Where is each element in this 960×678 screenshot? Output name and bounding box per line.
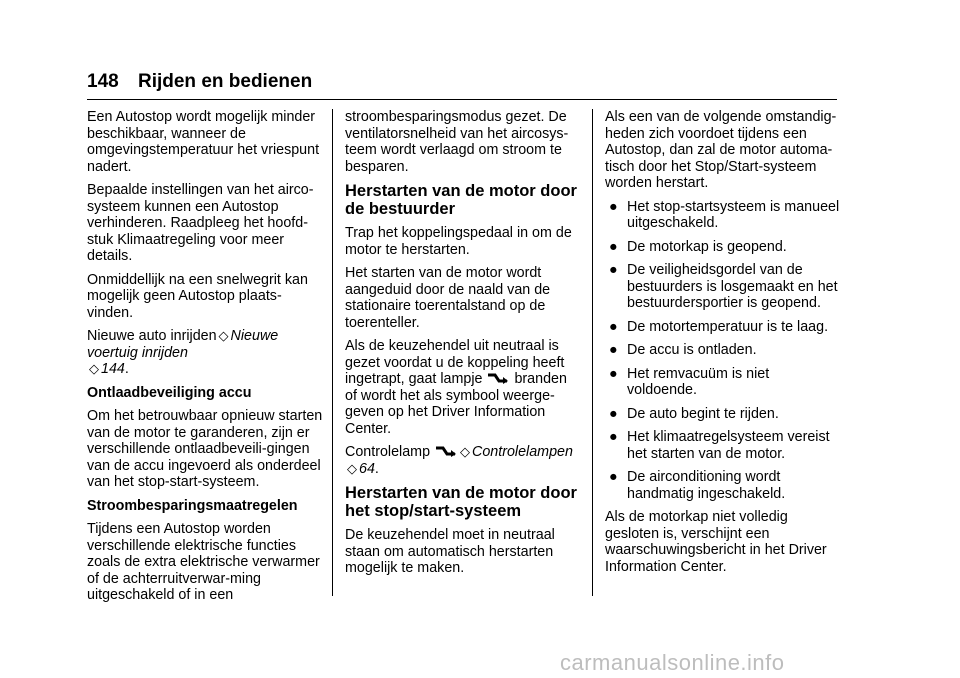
column-2 bbox=[345, 109, 581, 584]
paragraph: stroombesparingsmodus gezet. De ventilatorsnelheid van het aircosys-teem wordt verlaagd om stroom te besparen. bbox=[345, 109, 569, 175]
reference-link[interactable]: Controlelampen bbox=[472, 444, 573, 460]
paragraph: Het starten van de motor wordt aangeduid door de naald van de stationaire toerentalstand op de toerenteller. bbox=[345, 265, 551, 331]
watermark: carmanualsonline.info bbox=[560, 650, 785, 675]
section-heading: Herstarten van de motor door de bestuurder bbox=[345, 182, 577, 218]
reference-link[interactable]: Nieuwe voertuig inrijden bbox=[87, 328, 279, 361]
paragraph: Onmiddellijk na een snelwegrit kan mogelijk geen Autostop plaats-vinden. bbox=[87, 271, 308, 321]
bullet-icon: ● bbox=[609, 365, 618, 382]
paragraph: Als de motorkap niet volledig gesloten is, verschijnt een waarschuwingsbericht in het Driver Information Center. bbox=[605, 509, 827, 575]
bullet-icon: ● bbox=[609, 198, 618, 215]
paragraph: De keuzehendel moet in neutraal staan om automatisch herstarten mogelijk te maken. bbox=[345, 527, 555, 576]
column-3 bbox=[605, 109, 841, 582]
paragraph: Tijdens een Autostop worden verschillende elektrische functies zoals de extra elektrische verwarmer of de achterruitverwar-ming uitgeschakeld of in een bbox=[87, 521, 320, 603]
list-item: ● De veiligheidsgordel van de bestuurders is losgemaakt en het bestuurdersportier is geopend. bbox=[609, 262, 838, 311]
cross-reference-paragraph: Nieuwe auto inrijden ◇ Nieuwe voertuig inrijden ◇ 144. bbox=[87, 328, 279, 377]
section-heading: Stroombesparingsmaatregelen bbox=[87, 497, 298, 514]
reference-arrow-icon: ◇ bbox=[460, 444, 471, 459]
page-title: Rijden en bedienen bbox=[137, 71, 313, 92]
page-number: 148 bbox=[87, 71, 119, 92]
list-item: ● De airconditioning wordt handmatig ingeschakeld. bbox=[609, 469, 786, 502]
reference-arrow-icon: ◇ bbox=[89, 361, 99, 376]
autostop-lamp-icon bbox=[435, 444, 457, 458]
condition-list bbox=[605, 199, 841, 503]
section-heading: Herstarten van de motor door het stop/start-systeem bbox=[345, 484, 577, 520]
header-rule bbox=[87, 99, 837, 100]
list-item: ● Het klimaatregelsysteem vereist het starten van de motor. bbox=[609, 429, 830, 462]
reference-page[interactable]: 64 bbox=[359, 460, 375, 477]
reference-arrow-icon: ◇ bbox=[218, 328, 229, 343]
list-item: ● Het remvacuüm is niet voldoende. bbox=[609, 365, 770, 398]
bullet-icon: ● bbox=[609, 318, 618, 335]
bullet-icon: ● bbox=[609, 342, 618, 358]
bullet-icon: ● bbox=[609, 262, 618, 278]
list-item: ● De auto begint te rijden. bbox=[609, 405, 779, 422]
bullet-icon: ● bbox=[609, 238, 618, 255]
reference-arrow-icon: ◇ bbox=[347, 460, 357, 476]
bullet-icon: ● bbox=[609, 429, 618, 445]
cross-reference-paragraph: Controlelamp ◇ Controlelampen ◇ 64. bbox=[345, 444, 573, 477]
paragraph: Bepaalde instellingen van het airco-systeem kunnen een Autostop verhinderen. Raadpleeg het hoofd-stuk Klimaatregeling voor meer details. bbox=[87, 182, 314, 264]
reference-page[interactable]: 144 bbox=[101, 361, 125, 377]
list-item: ● De motorkap is geopend. bbox=[609, 238, 787, 255]
lamp-paragraph: Als de keuzehendel uit neutraal is gezet voordat u de koppeling heeft ingetrapt, gaat lampje branden of wordt het als symbool weerge-geven op het Driver Information Center. bbox=[345, 338, 567, 437]
paragraph: Als een van de volgende omstandig-heden zich voordoet tijdens een Autostop, dan zal de motor automa-tisch door het Stop/Start-systeem worden herstart. bbox=[605, 109, 837, 191]
autostop-lamp-icon bbox=[487, 371, 509, 385]
list-item: ● De motortemperatuur is te laag. bbox=[609, 318, 829, 335]
list-item: ● Het stop-startsysteem is manueel uitgeschakeld. bbox=[609, 198, 840, 231]
section-heading: Ontlaadbeveiliging accu bbox=[87, 384, 252, 401]
column-divider-1 bbox=[332, 109, 333, 596]
column-divider-2 bbox=[592, 109, 593, 596]
list-item: ● De accu is ontladen. bbox=[609, 342, 757, 358]
bullet-icon: ● bbox=[609, 469, 618, 485]
bullet-icon: ● bbox=[609, 405, 618, 422]
paragraph: Trap het koppelingspedaal in om de motor te herstarten. bbox=[345, 225, 572, 258]
column-1 bbox=[87, 109, 323, 611]
page-header bbox=[87, 70, 312, 94]
paragraph: Om het betrouwbaar opnieuw starten van de motor te garanderen, zijn er verschillende ontlaadbeveili-gingen van de accu ingevoerd als onderdeel van het stop-start-systeem. bbox=[87, 408, 323, 490]
paragraph: Een Autostop wordt mogelijk minder beschikbaar, wanneer de omgevingstemperatuur het vriespunt nadert. bbox=[87, 109, 320, 175]
